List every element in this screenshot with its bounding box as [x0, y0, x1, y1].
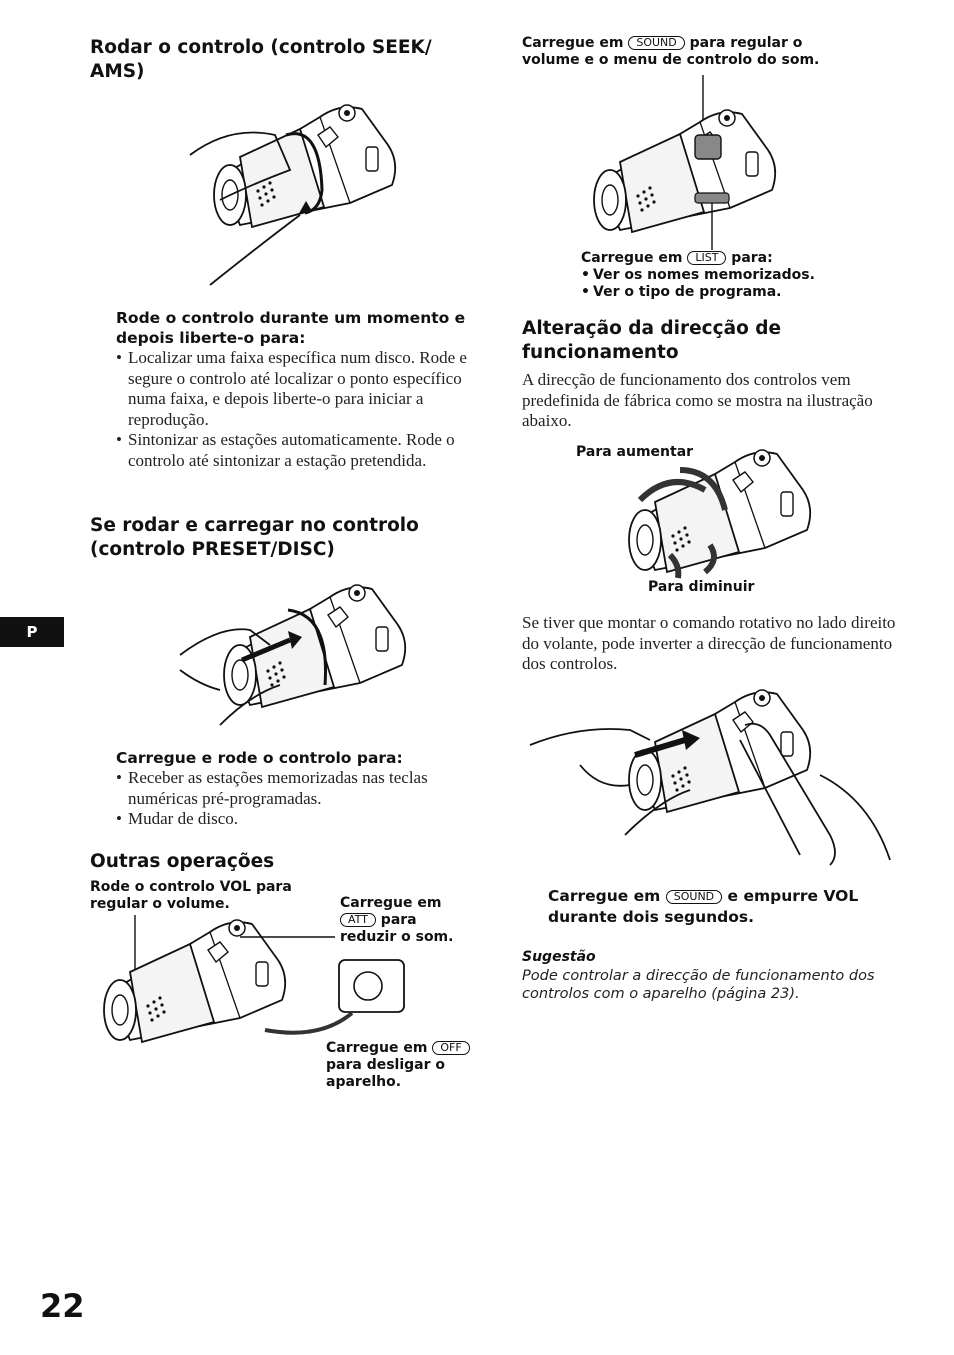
list-label — [581, 250, 841, 301]
list-bullet-2: • Ver o tipo de programa. — [581, 284, 841, 301]
att-key: ATT — [340, 913, 376, 927]
hand-outline — [530, 729, 650, 745]
vol-label: Rode o controlo VOL para regular o volume. — [90, 879, 292, 912]
seek-illustration — [190, 95, 405, 290]
reverse-pre: Carregue em — [548, 887, 661, 905]
list-button-highlight — [695, 193, 729, 203]
preset-bullet-2: • Mudar de disco. — [116, 809, 456, 830]
reverse-illustration — [530, 680, 895, 865]
direction-text-2: Se tiver que montar o comando rotativo no lado direito do volante, pode inverter a direcção de funcionamento dos controlos. — [522, 613, 896, 673]
tip-text: Pode controlar a direcção de funcionamento dos controlos com o aparelho (página 23). — [522, 968, 875, 1002]
sound-list-illustration — [575, 75, 785, 250]
off-pre: Carregue em — [326, 1040, 428, 1056]
sound-button-highlight — [695, 135, 721, 159]
label-increase: Para aumentar — [576, 444, 694, 460]
list-post: para: — [731, 250, 773, 266]
seek-bullet-1: • Localizar uma faixa específica num disco. Rode e segure o controlo até localizar o ponto específico numa faixa, e depois liberte-o para iniciar a reprodução. — [116, 348, 468, 430]
language-tab: P — [0, 617, 64, 647]
sound-top-post: para regular o volume e o menu de controlo do som. — [522, 35, 820, 68]
off-label — [326, 1040, 486, 1091]
tip-title: Sugestão — [522, 949, 596, 965]
label-decrease: Para diminuir — [648, 579, 755, 595]
list-pre: Carregue em — [581, 250, 683, 266]
direction-heading: Alteração da direcção de funcionamento — [522, 318, 782, 363]
att-post: para reduzir o som. — [340, 912, 454, 945]
preset-instruction: Carregue e rode o controlo para: — [116, 749, 403, 767]
seek-instruction: Rode o controlo durante um momento e depois liberte-o para: — [116, 309, 466, 347]
sound-top-pre: Carregue em — [522, 35, 624, 51]
preset-heading: Se rodar e carregar no controlo (controlo PRESET/DISC) — [90, 515, 419, 560]
preset-bullet-1: • Receber as estações memorizadas nas teclas numéricas pré-programadas. — [116, 768, 456, 809]
list-bullet-1: • Ver os nomes memorizados. — [581, 267, 841, 284]
seek-bullet-list — [116, 348, 468, 471]
list-key: LIST — [687, 251, 726, 265]
reverse-sound-key: SOUND — [666, 890, 722, 904]
att-pre: Carregue em — [340, 895, 442, 911]
sound-top-key: SOUND — [628, 36, 684, 50]
sound-top-label — [522, 35, 822, 69]
off-post: para desligar o aparelho. — [326, 1057, 446, 1090]
direction-illustration — [610, 440, 815, 580]
page-number: 22 — [40, 1287, 85, 1325]
seek-heading: Rodar o controlo (controlo SEEK/ AMS) — [90, 37, 432, 82]
preset-bullet-list — [116, 768, 456, 830]
direction-text: A direcção de funcionamento dos controlos vem predefinida de fábrica como se mostra na ilustração abaixo. — [522, 370, 873, 430]
reverse-post: e empurre VOL durante dois segundos. — [548, 887, 859, 926]
off-key: OFF — [432, 1041, 469, 1055]
preset-illustration — [180, 575, 410, 735]
reverse-instruction — [548, 886, 888, 928]
other-illustration — [90, 915, 420, 1045]
seek-bullet-2: • Sintonizar as estações automaticamente. Rode o controlo até sintonizar a estação pretendida. — [116, 430, 468, 471]
other-heading: Outras operações — [90, 851, 275, 872]
